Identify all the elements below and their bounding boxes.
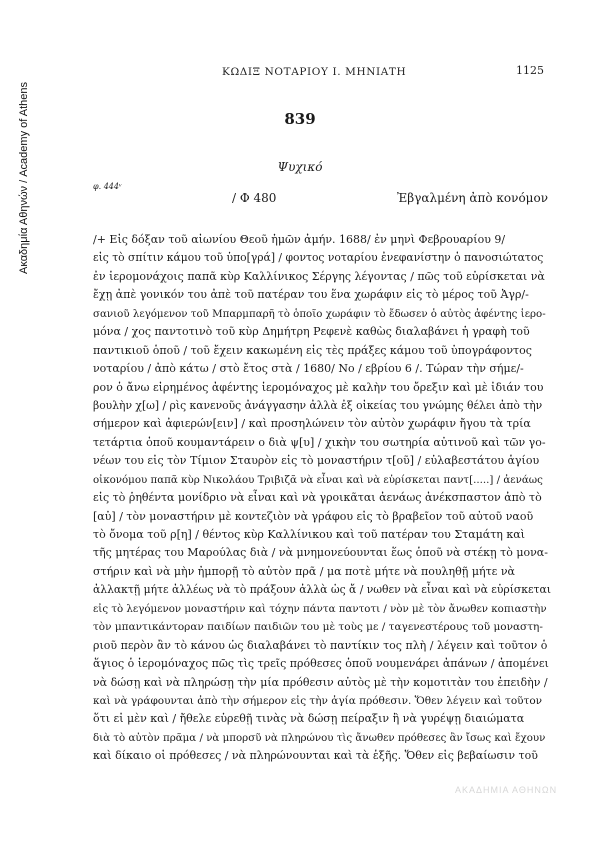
archive-sidebar-label bbox=[10, 48, 38, 308]
text-line: τὸ ὄνομα τοῦ ρ[η] / θέντος κὺρ Καλλίνικου καὶ τοῦ πατέραν του Σταμάτη καὶ bbox=[93, 528, 525, 541]
source-note: Ἐβγαλμένη ἀπὸ κονόμον bbox=[397, 191, 548, 205]
library-watermark: ΑΚΑΔΗΜΙΑ ΑΘΗΝΩΝ bbox=[455, 785, 558, 795]
text-line: παντικιοῦ ὁποῦ / τοῦ ἔχειν κακωμένη εἰς τὲς πράξες κάμου τοῦ ὑπογράφοντος bbox=[93, 343, 532, 357]
document-body bbox=[93, 231, 551, 766]
folio-reference: φ. 444ᵛ bbox=[93, 182, 122, 191]
text-line: τετάρτια ὁποῦ κουμαντάρειν ο διὰ ψ[υ] / χικὴν του σωτηρία αὐτινοῦ καὶ τῶν γο- bbox=[93, 435, 546, 449]
text-line: μόνα / χος παντοτινὸ τοῦ κὺρ Δημήτρη Ρεφενὲ καθὼς διαλαβάνει ἡ γραφὴ τοῦ bbox=[93, 325, 530, 339]
text-line: εἰς τὸ λεγόμενον μοναστήριν καὶ τόχην πάντα παντοτι / νὸν μὲ τὸν ἄνωθεν κοπιαστὴν bbox=[93, 602, 547, 615]
text-line: ρον ὁ ἄνω εἰρημένος ἀφέντης ἱερομόναχος μὲ καλὴν του ὄρεξιν καὶ μὲ ἰδιάν του bbox=[93, 380, 544, 394]
text-line: εἰς τὸ σπίτιν κάμου τοῦ ὑπο[γρά] / φοντος νοταρίου ἐνεφανίστην ὁ πανοσιώτατος bbox=[93, 251, 544, 265]
text-line: εἰς τὸ ῥηθέντα μονίδριο νὰ εἶναι καὶ νὰ γροικᾶται ἀενάως ἀνέκσπαστον ἀπὸ τὸ bbox=[93, 491, 542, 505]
text-line: νέων του εἰς τὸν Τίμιον Σταυρὸν εἰς τὸ μοναστήριν τ[οῦ] / εὐλαβεστάτου ἁγίου bbox=[93, 454, 540, 468]
text-line: ἀλλακτῇ μήτε ἀλλέως νὰ τὸ πράξουν ἀλλὰ ὡς ἄ / νωθεν νὰ εἶναι καὶ νὰ εὑρίσκεται bbox=[93, 583, 551, 597]
text-line: διὰ τὸ αὐτὸν πρᾶμα / νὰ μπορσῦ νὰ πληρώνου τὶς ἄνωθεν πρόθεσες ἂν ἴσως καὶ ἔχουν bbox=[93, 731, 546, 744]
text-line: ὅτι εἰ μὲν καὶ / ἤθελε εὑρεθῇ τινὰς νὰ δώσῃ πείραξιν ἢ νὰ γυρέψῃ διαιώματα bbox=[93, 712, 525, 726]
text-line: στήριν καὶ νὰ μὴν ἠμπορῇ τὸ αὐτὸν πρᾶ / μα ποτὲ μήτε νὰ πουληθῇ μήτε νὰ bbox=[93, 564, 515, 578]
text-line: καὶ δίκαιο οἱ πρόθεσες / νὰ πληρώνουνται καὶ τὰ ἑξῆς. Ὅθεν εἰς βεβαίωσιν τοῦ bbox=[93, 749, 538, 763]
text-line: /+ Εἰς δόξαν τοῦ αἰωνίου Θεοῦ ἡμῶν ἀμήν. 1688/ ἐν μηνὶ Φεβρουαρίου 9/ bbox=[93, 233, 506, 246]
text-line: νὰ δώσῃ καὶ νὰ πληρώσῃ τὴν μία πρόθεσιν αὐτὸς μὲ τὴν κομοτιτὰν του ἐπειδὴν / bbox=[93, 675, 548, 689]
file-reference: / Φ 480 bbox=[232, 191, 277, 205]
document-number: 839 bbox=[284, 110, 316, 128]
text-line: νοταρίου / ἀπὸ κάτω / στὸ ἔτος στὰ / 1680/ Νο / εβρίου 6 /. Τώραν τὴν σήμε/- bbox=[93, 362, 524, 376]
text-line: βουλὴν χ[ω] / ρὶς κανενοῦς ἀνάγγασην ἀλλὰ ἐξ οἰκείας του γνώμης θέλει ἀπὸ τὴν bbox=[93, 398, 543, 412]
text-line: σήμερον καὶ ἀφιερών[ειν] / καὶ προσηλώνειν τὸν αὐτὸν χωράφιν ἤγου τὰ τρία bbox=[93, 417, 531, 431]
page-number: 1125 bbox=[516, 64, 544, 77]
text-line: ἔχῃ ἀπὲ γονικόν του ἀπὲ τοῦ πατέραν του ἕνα χωράφιν εἰς τὸ μέρος τοῦ Ἀγρ/- bbox=[93, 288, 529, 302]
document-title: Ψυχικό bbox=[277, 160, 323, 174]
text-line: τὸν μπαντικάντοραν παιδίων παιδιῶν του μὲ τοὺς με / ταγενεστέρους τοῦ μοναστη- bbox=[93, 621, 543, 634]
text-line: ἅγιος ὁ ἱερομόναχος πῶς τὶς τρεῖς πρόθεσες ὁποῦ νουμενάρει ἀπάνων / ἀπομένει bbox=[93, 657, 549, 671]
text-line: οἰκονόμου παπᾶ κὺρ Νικολάου Τριβιζᾶ νὰ εἶναι καὶ νὰ εὑρίσκεται παντ[.....] / ἀενάως bbox=[93, 473, 543, 486]
text-line: [αὐ] / τὸν μοναστήριν μὲ κοντεζιὸν νὰ γράφου εἰς τὸ βραβεῖον τοῦ αὐτοῦ ναοῦ bbox=[93, 509, 534, 523]
text-line: ριοῦ περὸν ἂν τὸ κάνου ὡς διαλαβάνει τὸ παντίκιν τος πλὴ / λέγειν καὶ τοῦτον ὁ bbox=[93, 638, 548, 652]
archive-name: Ακαδημία Αθηνών / Academy of Athens bbox=[18, 81, 31, 275]
text-line: τῆς μητέρας του Μαρούλας διὰ / νὰ μνημονεύουνται ἕως ὁποῦ νὰ στέκῃ τὸ μονα- bbox=[93, 546, 548, 560]
text-line: σανιοῦ λεγόμενον τοῦ Μπαρμπαρῆ τὸ ὁποῖο χωράφιν τὸ ἔδωσεν ὁ αὐτὸς ἀφέντης ἱερο- bbox=[93, 307, 546, 320]
text-line: καὶ νὰ γράφουνται ἀπὸ τὴν σήμερον εἰς τὴν ἁγία πρόθεσιν. Ὅθεν λέγειν καὶ τοῦτον bbox=[93, 694, 543, 707]
text-line: ἐν ἱερομονάχοις παπᾶ κὺρ Καλλίνικος Σέργης λέγοντας / πῶς τοῦ εὑρίσκεται νὰ bbox=[93, 269, 545, 283]
running-header: ΚΩΔΙΞ ΝΟΤΑΡΙΟΥ Ι. ΜΗΝΙΑΤΗ bbox=[222, 66, 407, 78]
